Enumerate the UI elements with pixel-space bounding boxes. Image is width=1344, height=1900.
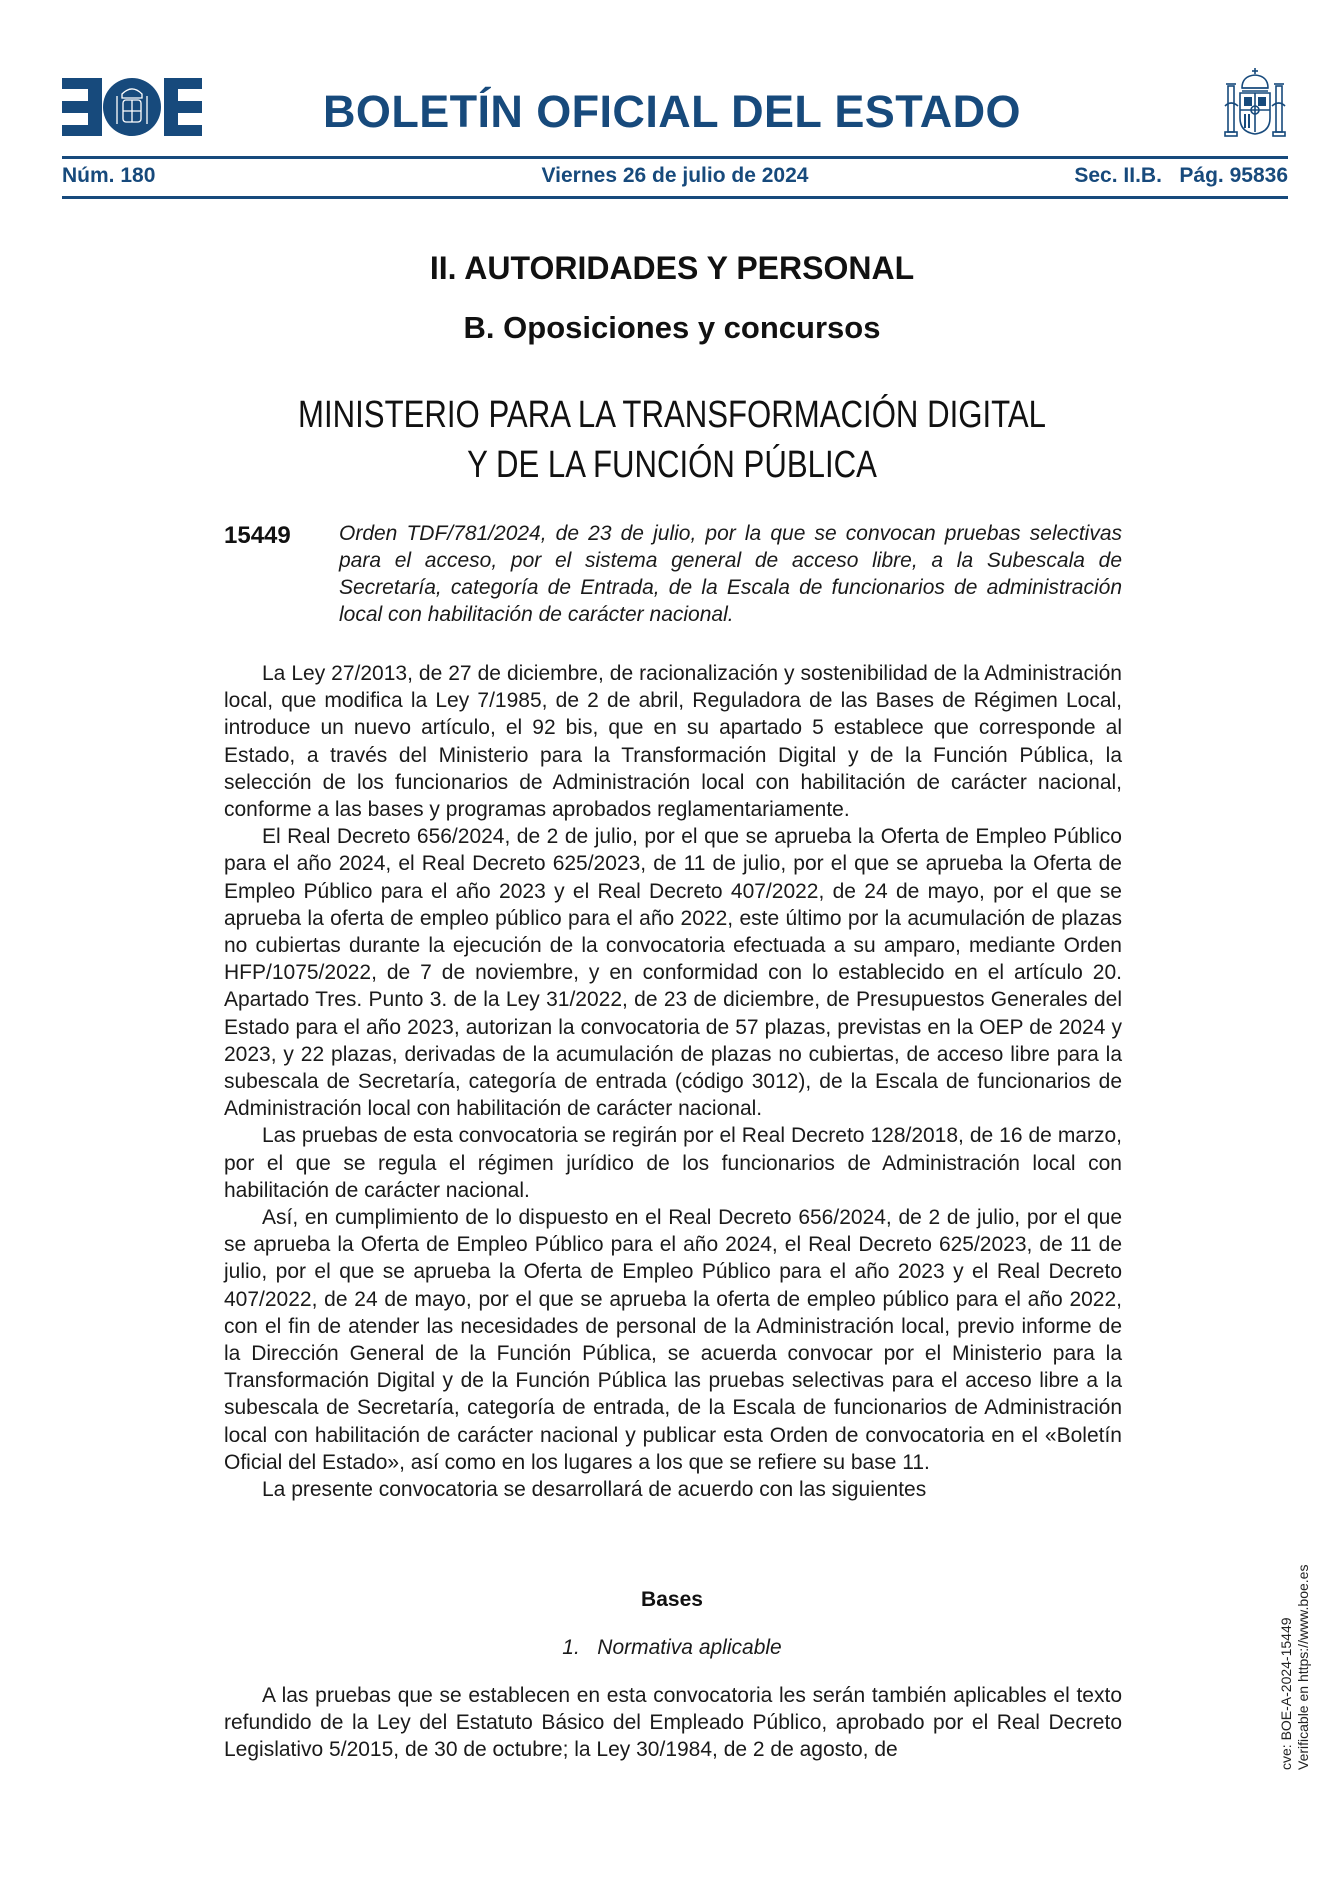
header-divider-top (62, 156, 1288, 159)
bases-heading: Bases (641, 1588, 703, 1611)
entry-number: 15449 (224, 522, 291, 549)
ministry-heading (121, 390, 1223, 490)
body-text (224, 660, 1122, 1503)
coat-of-arms-icon (1222, 66, 1288, 142)
bases-text (224, 1682, 1122, 1764)
section-page: Sec. II.B. Pág. 95836 (1074, 164, 1288, 187)
issue-number: Núm. 180 (62, 164, 156, 187)
body-paragraph: Las pruebas de esta convocatoria se regirán por el Real Decreto 128/2018, de 16 de marzo, por el que se regula el régimen jurídico de los funcionarios de Administración local con habilitación de carácter nacional. (224, 1124, 1122, 1202)
header-divider-bottom (62, 196, 1288, 199)
verification-note (1278, 1565, 1312, 1770)
coat-of-arms (1222, 66, 1288, 142)
cve-code: cve: BOE-A-2024-15449 (1278, 1617, 1294, 1770)
entry-summary: Orden TDF/781/2024, de 23 de julio, por la que se convocan pruebas selectivas para el acceso, por el sistema general de acceso libre, a la Subescala de Secretaría, categoría de Entrada, de la Escala de funcionarios de administración local con habilitación de carácter nacional. (339, 522, 1122, 626)
base-1-heading: 1. Normativa aplicable (562, 1636, 782, 1659)
issue-meta-row (62, 164, 1288, 192)
subsection-heading: B. Oposiciones y concursos (463, 310, 881, 345)
body-paragraph: Así, en cumplimiento de lo dispuesto en el Real Decreto 656/2024, de 2 de julio, por el que se aprueba la Oferta de Empleo Público para el año 2024, el Real Decreto 625/2023, de 11 de julio, por el que se aprueba la Oferta de Empleo Público para el año 2023 y el Real Decreto 407/2022, de 24 de mayo, por el que se aprueba la oferta de empleo público para el año 2022, con el fin de atender las necesidades de personal de la Administración local, previo informe de la Dirección General de la Función Pública, se acuerda convocar por el Ministerio para la Transformación Digital y de la Función Pública las pruebas selectivas para el acceso libre a la subescala de Secretaría, categoría de entrada, de la Escala de funcionarios de Administración local con habilitación de carácter nacional y publicar esta Orden de convocatoria en el «Boletín Oficial del Estado», así como en los lugares a los que se refiere su base 11. (224, 1206, 1122, 1474)
body-paragraph: A las pruebas que se establecen en esta convocatoria les serán también aplicables el texto refundido de la Ley del Estatuto Básico del Empleado Público, aprobado por el Real Decreto Legislativo 5/2015, de 30 de octubre; la Ley 30/1984, de 2 de agosto, de (224, 1684, 1122, 1762)
issue-date: Viernes 26 de julio de 2024 (541, 164, 809, 187)
ministry-line-1: MINISTERIO PARA LA TRANSFORMACIÓN DIGITAL (298, 394, 1046, 436)
body-paragraph: La Ley 27/2013, de 27 de diciembre, de racionalización y sostenibilidad de la Administración local, que modifica la Ley 7/1985, de 2 de abril, Reguladora de las Bases de Régimen Local, introduce un nuevo artículo, el 92 bis, que en su apartado 5 establece que corresponde al Estado, a través del Ministerio para la Transformación Digital y de la Función Pública, la selección de los funcionarios de Administración local con habilitación de carácter nacional, conforme a las bases y programas aprobados reglamentariamente. (224, 662, 1122, 822)
body-paragraph: La presente convocatoria se desarrollará de acuerdo con las siguientes (262, 1478, 927, 1502)
body-paragraph: El Real Decreto 656/2024, de 2 de julio, por el que se aprueba la Oferta de Empleo Público para el año 2024, el Real Decreto 625/2023, de 11 de julio, por el que se aprueba la Oferta de Empleo Público para el año 2023 y el Real Decreto 407/2022, de 24 de mayo, por el que se aprueba la oferta de empleo público para el año 2022, este último por la acumulación de plazas no cubiertas durante la ejecución de la convocatoria efectuada a su amparo, mediante Orden HFP/1075/2022, de 7 de noviembre, y en conformidad con lo establecido en el artículo 20. Apartado Tres. Punto 3. de la Ley 31/2022, de 23 de diciembre, de Presupuestos Generales del Estado para el año 2023, autorizan la convocatoria de 57 plazas, previstas en la OEP de 2024 y 2023, y 22 plazas, derivadas de la acumulación de plazas no cubiertas, de acceso libre para la subescala de Secretaría, categoría de entrada (código 3012), de la Escala de funcionarios de Administración local con habilitación de carácter nacional. (224, 825, 1122, 1121)
ministry-line-2: Y DE LA FUNCIÓN PÚBLICA (467, 444, 877, 486)
verification-link[interactable]: Verificable en https://www.boe.es (1295, 1564, 1311, 1770)
publication-title: BOLETÍN OFICIAL DEL ESTADO (323, 86, 1021, 137)
section-heading: II. AUTORIDADES Y PERSONAL (429, 250, 915, 286)
